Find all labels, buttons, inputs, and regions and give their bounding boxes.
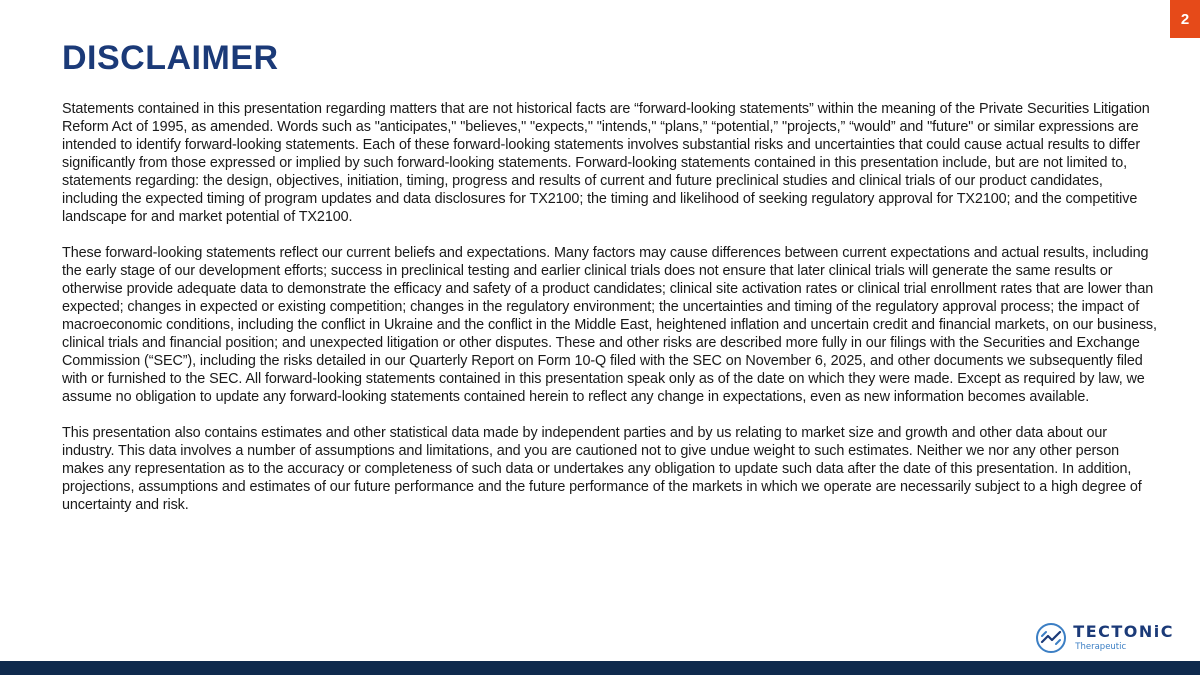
disclaimer-body <box>62 100 1162 532</box>
company-logo <box>1035 622 1174 654</box>
disclaimer-paragraph-2: These forward-looking statements reflect our current beliefs and expectations. Many factors may cause differences between current expectations and actual results, including the early stage of our development efforts; success in preclinical testing and earlier clinical trials does not ensure that later clinical trials will generate the same results or otherwise provide adequate data to demonstrate the efficacy and safety of a product candidates; clinical site activation rates or clinical trial enrollment rates that are lower than expected; changes in expected or existing competition; changes in the regulatory environment; the uncertainties and timing of the regulatory approval process; the impact of macroeconomic conditions, including the conflict in Ukraine and the conflict in the Middle East, heightened inflation and uncertain credit and financial markets, on our business, clinical trials and financial position; and unexpected litigation or other disputes. These and other risks are described more fully in our filings with the Securities and Exchange Commission (“SEC”), including the risks detailed in our Quarterly Report on Form 10-Q filed with the SEC on November 6, 2025, and other documents we subsequently filed with or furnished to the SEC. All forward-looking statements contained in this presentation speak only as of the date on which they were made. Except as required by law, we assume no obligation to update any forward-looking statements contained herein to reflect any change in expectations, even as new information becomes available. <box>62 245 1157 405</box>
logo-brand-name: TECTONiC <box>1073 622 1174 642</box>
page-number-badge: 2 <box>1170 0 1200 38</box>
disclaimer-paragraph-1: Statements contained in this presentation regarding matters that are not historical facts are “forward-looking statements” within the meaning of the Private Securities Litigation Reform Act of 1995, as amended. Words such as "anticipates," "believes," "expects," "intends," “plans,” “potential,” "projects,” “would” and "future" or similar expressions are intended to identify forward-looking statements. Each of these forward-looking statements involves substantial risks and uncertainties that could cause actual results to differ significantly from those expressed or implied by such forward-looking statements. Forward-looking statements contained in this presentation include, but are not limited to, statements regarding: the design, objectives, initiation, timing, progress and results of current and future preclinical studies and clinical trials of our product candidates, including the expected timing of program updates and data disclosures for TX2100; the timing and likelihood of seeking regulatory approval for TX2100; and the competitive landscape for and market potential of TX2100. <box>62 101 1150 225</box>
disclaimer-paragraph-3: This presentation also contains estimates and other statistical data made by independent parties and by us relating to market size and growth and other data about our industry. This data involves a number of assumptions and limitations, and you are cautioned not to give undue weight to such estimates. Neither we nor any other person makes any representation as to the accuracy or completeness of such data or undertakes any obligation to update such data after the date of this presentation. In addition, projections, assumptions and estimates of our future performance and the future performance of the markets in which we operate are necessarily subject to a high degree of uncertainty and risk. <box>62 425 1142 513</box>
tectonic-logo-icon <box>1035 622 1067 654</box>
logo-subtitle: Therapeutic <box>1075 642 1127 653</box>
footer-bar <box>0 661 1200 675</box>
page-title: DISCLAIMER <box>62 39 279 77</box>
